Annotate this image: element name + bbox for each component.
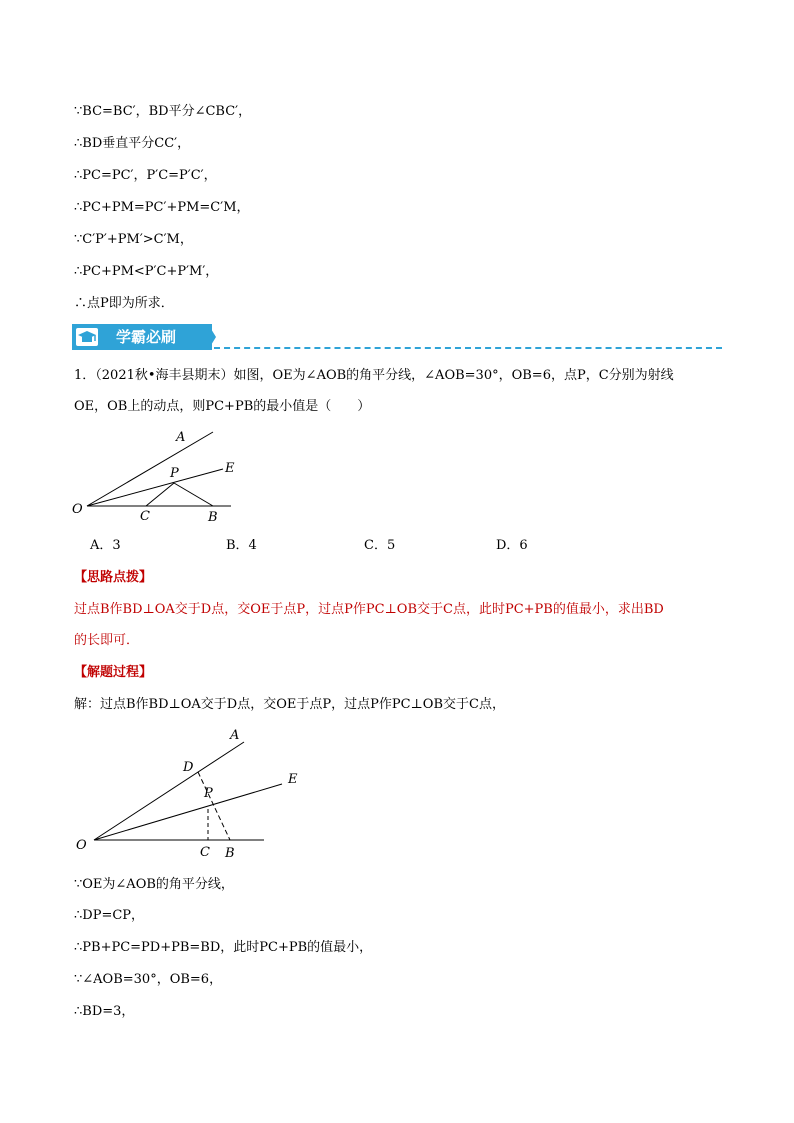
fig1-label-e: E — [225, 461, 235, 476]
solution-heading: 【解题过程】 — [74, 665, 153, 680]
proof-line-4: ∴PC+PM=PC′+PM=C′M， — [74, 200, 250, 215]
proof-line-7: ∴点P即为所求． — [74, 296, 174, 311]
graduation-cap-icon — [76, 328, 98, 346]
proof-line-1: ∵BC=BC′，BD平分∠CBC′， — [74, 104, 252, 119]
fig1-label-a: A — [176, 430, 186, 445]
fig1-label-o: O — [72, 502, 83, 517]
hint-line-2: 的长即可． — [74, 633, 140, 648]
fig2-label-o: O — [76, 838, 87, 853]
fig2-label-d: D — [183, 760, 194, 775]
banner-divider — [214, 347, 722, 349]
option-a: A．3 — [90, 538, 121, 553]
fig1-label-p: P — [170, 466, 179, 481]
proof-line-6: ∴PC+PM<P′C+P′M′， — [74, 264, 219, 279]
solution-step-5: ∴BD=3， — [74, 1004, 135, 1019]
hint-heading: 【思路点拨】 — [74, 570, 153, 585]
question-line-2: OE，OB上的动点，则PC+PB的最小值是（ ） — [74, 399, 371, 414]
banner-box — [72, 324, 212, 350]
question-line-1: 1．（2021秋•海丰县期末）如图，OE为∠AOB的角平分线，∠AOB=30°，OB=6，点P，C分别为射线 — [74, 368, 674, 383]
fig1-label-b: B — [208, 510, 218, 525]
solution-step-1: ∵OE为∠AOB的角平分线， — [74, 877, 234, 892]
fig2-label-c: C — [200, 845, 210, 860]
figure-2 — [70, 725, 310, 865]
option-d: D．6 — [496, 538, 528, 553]
fig2-label-e: E — [288, 772, 298, 787]
option-c: C．5 — [364, 538, 396, 553]
solution-step-2: ∴DP=CP， — [74, 908, 145, 923]
fig2-label-b: B — [225, 846, 235, 861]
fig2-label-p: P — [204, 786, 213, 801]
section-banner — [72, 322, 722, 352]
solution-step-3: ∴PB+PC=PD+PB=BD，此时PC+PB的值最小， — [74, 940, 373, 955]
fig1-label-c: C — [140, 509, 150, 524]
solution-step-4: ∵∠AOB=30°，OB=6， — [74, 972, 223, 987]
banner-title: 学霸必刷 — [116, 328, 177, 346]
proof-line-2: ∴BD垂直平分CC′， — [74, 136, 191, 151]
proof-line-5: ∵C′P′+PM′>C′M， — [74, 232, 193, 247]
fig2-label-a: A — [230, 728, 240, 743]
hint-line-1: 过点B作BD⊥OA交于D点，交OE于点P，过点P作PC⊥OB交于C点，此时PC+PB的值最小，求出BD — [74, 602, 664, 617]
figure-1 — [66, 425, 256, 525]
option-b: B．4 — [226, 538, 257, 553]
proof-line-3: ∴PC=PC′，P′C=P′C′， — [74, 168, 217, 183]
solution-intro: 解：过点B作BD⊥OA交于D点，交OE于点P，过点P作PC⊥OB交于C点， — [74, 697, 505, 712]
